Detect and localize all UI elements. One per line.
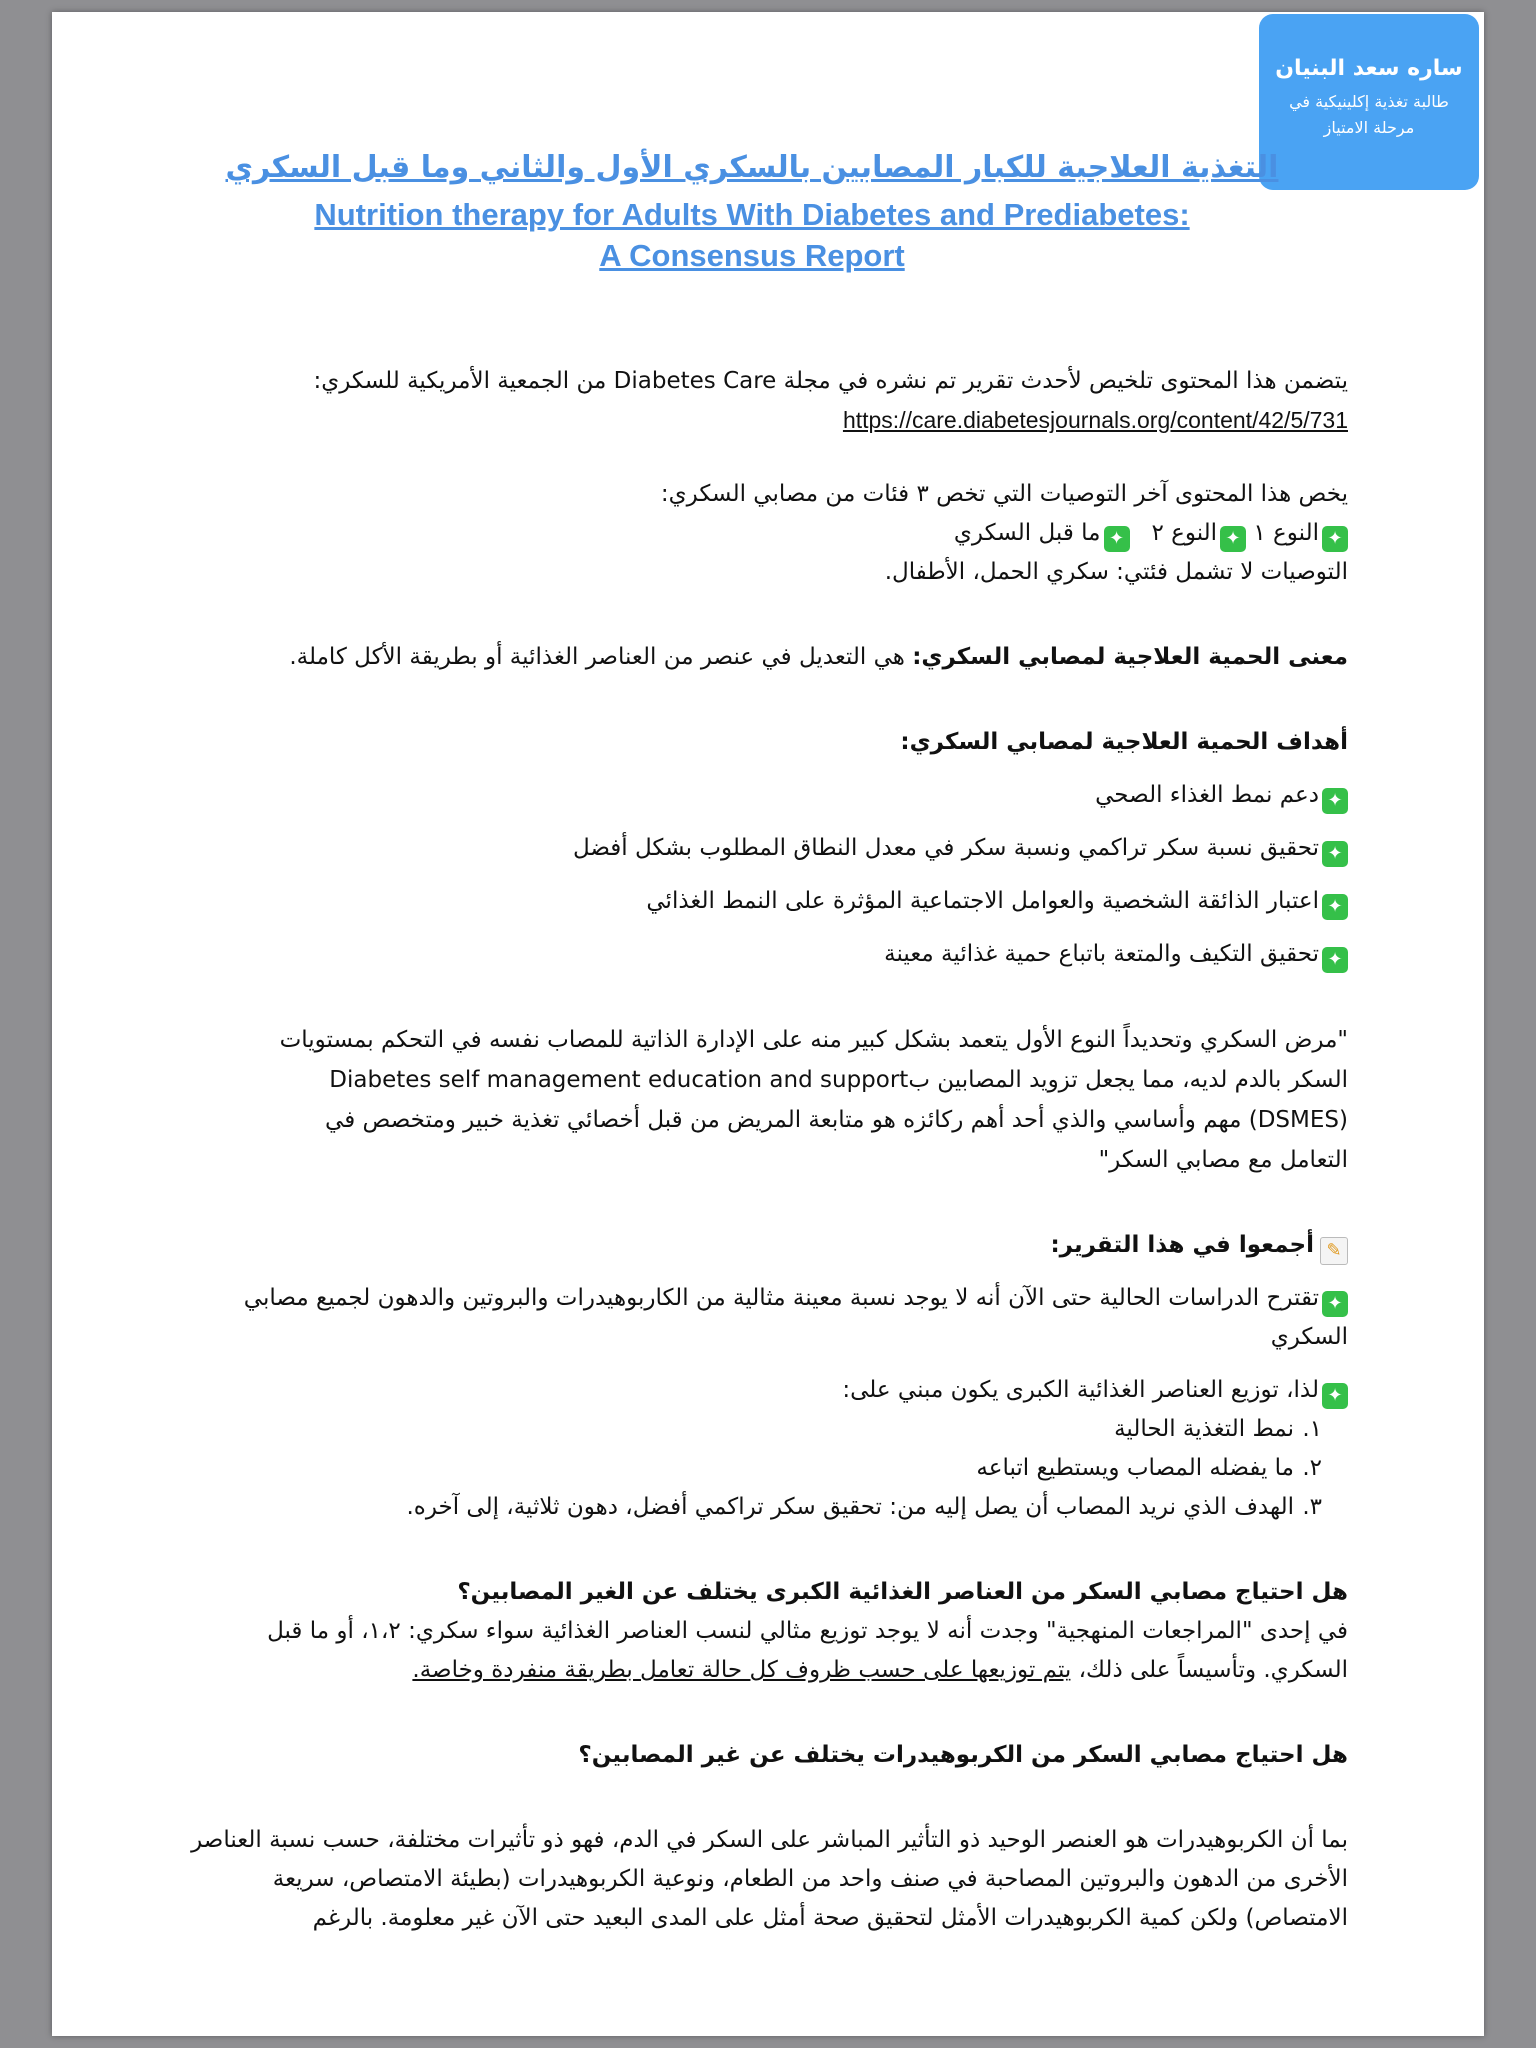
consensus-heading-text: أجمعوا في هذا التقرير: bbox=[1050, 1232, 1314, 1258]
sparkle-icon: ✦ bbox=[1322, 894, 1348, 920]
goal-item bbox=[188, 935, 1348, 974]
goal-text: تحقيق نسبة سكر تراكمي ونسبة سكر في معدل النطاق المطلوب بشكل أفضل bbox=[572, 835, 1319, 861]
goal-item bbox=[188, 776, 1348, 815]
goal-item bbox=[188, 882, 1348, 921]
list-item bbox=[188, 1410, 1322, 1449]
list-text: ما يفضله المصاب ويستطيع اتباعه bbox=[976, 1455, 1294, 1481]
category-type2: النوع ٢ bbox=[1151, 520, 1218, 546]
question1-underlined: يتم توزيعها على حسب ظروف كل حالة تعامل بطريقة منفردة وخاصة. bbox=[412, 1657, 1072, 1683]
list-number: ٢. bbox=[1302, 1455, 1322, 1481]
goal-text: اعتبار الذائقة الشخصية والعوامل الاجتماعية المؤثرة على النمط الغذائي bbox=[646, 888, 1319, 914]
intro-link-line bbox=[188, 401, 1348, 441]
author-name: ساره سعد البنيان bbox=[1275, 56, 1463, 81]
question1-answer bbox=[188, 1612, 1348, 1690]
sparkle-icon: ✦ bbox=[1322, 526, 1348, 552]
definition bbox=[188, 638, 1348, 677]
goals-heading: أهداف الحمية العلاجية لمصابي السكري: bbox=[900, 729, 1348, 755]
definition-label: معنى الحمية العلاجية لمصابي السكري: bbox=[912, 644, 1348, 670]
intro-text: يتضمن هذا المحتوى تلخيص لأحدث تقرير تم نشره في مجلة Diabetes Care من الجمعية الأمريكية للسكري: bbox=[313, 368, 1348, 394]
sparkle-icon: ✦ bbox=[1322, 947, 1348, 973]
goal-item bbox=[188, 829, 1348, 868]
quote-line: (DSMES) مهم وأساسي والذي أحد أهم ركائزه هو متابعة المريض من قبل أخصائي تغذية خبير ومتخصص في bbox=[325, 1107, 1348, 1133]
list-item bbox=[188, 1449, 1322, 1488]
numbered-list bbox=[188, 1410, 1348, 1527]
memo-icon: ✎ bbox=[1320, 1237, 1348, 1265]
quote-line: السكر بالدم لديه، مما يجعل تزويد المصابين بDiabetes self management education and support bbox=[329, 1067, 1348, 1093]
source-link[interactable]: https://care.diabetesjournals.org/content/42/5/731 bbox=[842, 407, 1348, 433]
title-english-line2[interactable]: A Consensus Report bbox=[599, 238, 905, 273]
author-role bbox=[1259, 89, 1479, 141]
categories-list bbox=[188, 514, 1348, 553]
consensus-item bbox=[188, 1371, 1348, 1410]
category-type1: النوع ١ bbox=[1253, 520, 1319, 546]
quote-line: "مرض السكري وتحديداً النوع الأول يتعمد بشكل كبير منه على الإدارة الذاتية للمصاب نفسه في التحكم بمستويات bbox=[279, 1027, 1348, 1053]
list-number: ٣. bbox=[1302, 1494, 1322, 1520]
quote-line: التعامل مع مصابي السكر" bbox=[1098, 1147, 1348, 1173]
question1-heading: هل احتياج مصابي السكر من العناصر الغذائية الكبرى يختلف عن الغير المصابين؟ bbox=[457, 1579, 1348, 1605]
author-role-line: طالبة تغذية إكلينيكية في bbox=[1289, 92, 1449, 111]
author-role-line: مرحلة الامتياز bbox=[1323, 118, 1415, 137]
question2-answer: بما أن الكربوهيدرات هو العنصر الوحيد ذو التأثير المباشر على السكر في الدم، فهو ذو تأثيرات مختلفة، حسب نسبة العناصر الأخرى من الدهون والبروتين المصاحبة في صنف واحد من الطعام، ونوعية الكربوهيدرات (بطيئة الامتصاص، سريعة الامتصاص) ولكن كمية الكربوهيدرات الأمثل لتحقيق صحة أمثل على المدى البعيد حتى الآن غير معلومة. بالرغم bbox=[191, 1827, 1348, 1931]
question2-heading: هل احتياج مصابي السكر من الكربوهيدرات يختلف عن غير المصابين؟ bbox=[578, 1742, 1348, 1768]
sparkle-icon: ✦ bbox=[1322, 788, 1348, 814]
sparkle-icon: ✦ bbox=[1104, 526, 1130, 552]
consensus-text: لذا، توزيع العناصر الغذائية الكبرى يكون مبني على: bbox=[842, 1377, 1319, 1403]
title-arabic[interactable]: التغذية العلاجية للكبار المصابين بالسكري الأول والثاني وما قبل السكري bbox=[225, 150, 1279, 185]
question1-text: في إحدى "المراجعات المنهجية" وجدت أنه لا يوجد توزيع مثالي لنسب العناصر الغذائية سواء سكري: ١،٢، أو ما قبل السكري. وتأسيساً على ذلك، bbox=[267, 1618, 1348, 1683]
categories-intro: يخص هذا المحتوى آخر التوصيات التي تخص ٣ فئات من مصابي السكري: bbox=[660, 481, 1348, 507]
sparkle-icon: ✦ bbox=[1322, 1383, 1348, 1409]
list-number: ١. bbox=[1302, 1416, 1322, 1442]
quote-block bbox=[188, 1020, 1348, 1180]
consensus-text: تقترح الدراسات الحالية حتى الآن أنه لا يوجد نسبة معينة مثالية من الكاربوهيدرات والبروتين والدهون لجميع مصابي السكري bbox=[243, 1285, 1348, 1350]
document-body bbox=[188, 362, 1348, 1938]
category-prediabetes: ما قبل السكري bbox=[953, 520, 1101, 546]
list-text: نمط التغذية الحالية bbox=[1114, 1416, 1294, 1442]
document-page bbox=[52, 12, 1484, 2036]
definition-text: هي التعديل في عنصر من العناصر الغذائية أو بطريقة الأكل كاملة. bbox=[289, 644, 913, 670]
sparkle-icon: ✦ bbox=[1322, 1291, 1348, 1317]
consensus-item bbox=[188, 1279, 1348, 1357]
sparkle-icon: ✦ bbox=[1322, 841, 1348, 867]
list-item bbox=[188, 1488, 1322, 1527]
goal-text: تحقيق التكيف والمتعة باتباع حمية غذائية معينة bbox=[884, 941, 1319, 967]
categories-exclusion: التوصيات لا تشمل فئتي: سكري الحمل، الأطفال. bbox=[884, 559, 1348, 585]
consensus-heading bbox=[188, 1226, 1348, 1265]
title-english-line1[interactable]: Nutrition therapy for Adults With Diabetes and Prediabetes: bbox=[314, 197, 1190, 232]
sparkle-icon: ✦ bbox=[1220, 526, 1246, 552]
goal-text: دعم نمط الغذاء الصحي bbox=[1095, 782, 1319, 808]
list-text: الهدف الذي نريد المصاب أن يصل إليه من: تحقيق سكر تراكمي أفضل، دهون ثلاثية، إلى آخره. bbox=[406, 1494, 1294, 1520]
